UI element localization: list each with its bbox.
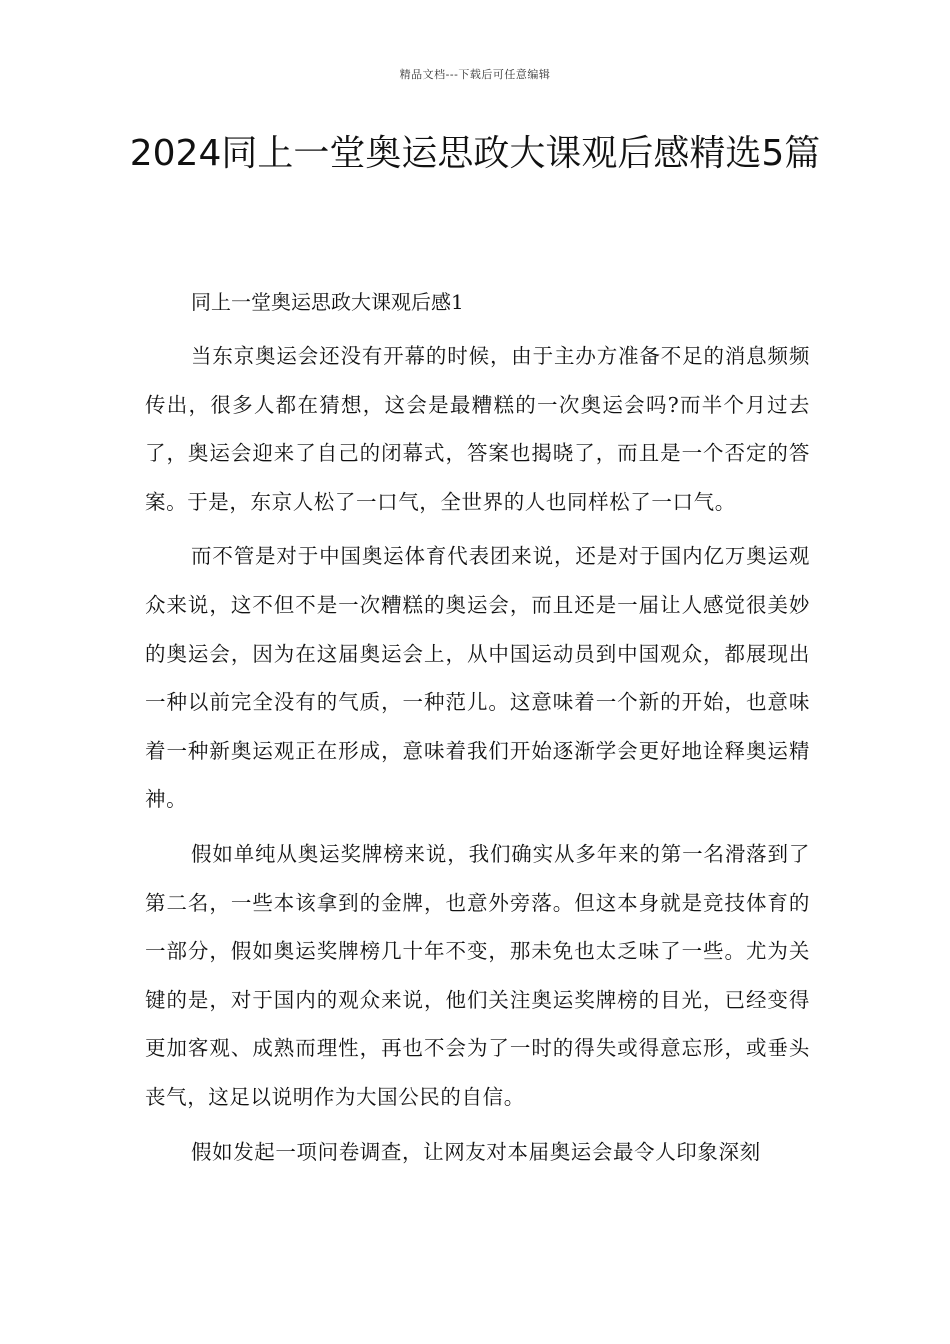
header-note: 精品文档---下载后可任意编辑: [399, 68, 551, 81]
document-body: [145, 280, 810, 1182]
document-title: 2024同上一堂奥运思政大课观后感精选5篇: [129, 133, 821, 174]
paragraph-2: 而不管是对于中国奥运体育代表团来说，还是对于国内亿万奥运观众来说，这不但不是一次糟糕的奥运会，而且还是一届让人感觉很美妙的奥运会，因为在这届奥运会上，从中国运动员到中国观众，都展现出一种以前完全没有的气质，一种范儿。这意味着一个新的开始，也意味着一种新奥运观正在形成，意味着我们开始逐渐学会更好地诠释奥运精神。: [145, 544, 810, 812]
paragraph-4: 假如发起一项问卷调查，让网友对本届奥运会最令人印象深刻: [191, 1139, 761, 1164]
paragraph-3: 假如单纯从奥运奖牌榜来说，我们确实从多年来的第一名滑落到了第二名，一些本该拿到的金牌，也意外旁落。但这本身就是竞技体育的一部分，假如奥运奖牌榜几十年不变，那未免也太乏味了一些。尤为关键的是，对于国内的观众来说，他们关注奥运奖牌榜的目光，已经变得更加客观、成熟而理性，再也不会为了一时的得失或得意忘形，或垂头丧气，这足以说明作为大国公民的自信。: [145, 841, 810, 1109]
section-subheading: 同上一堂奥运思政大课观后感1: [191, 290, 464, 314]
paragraph-1: 当东京奥运会还没有开幕的时候，由于主办方准备不足的消息频频传出，很多人都在猜想，这会是最糟糕的一次奥运会吗?而半个月过去了，奥运会迎来了自己的闭幕式，答案也揭晓了，而且是一个否定的答案。于是，东京人松了一口气，全世界的人也同样松了一口气。: [145, 344, 810, 514]
